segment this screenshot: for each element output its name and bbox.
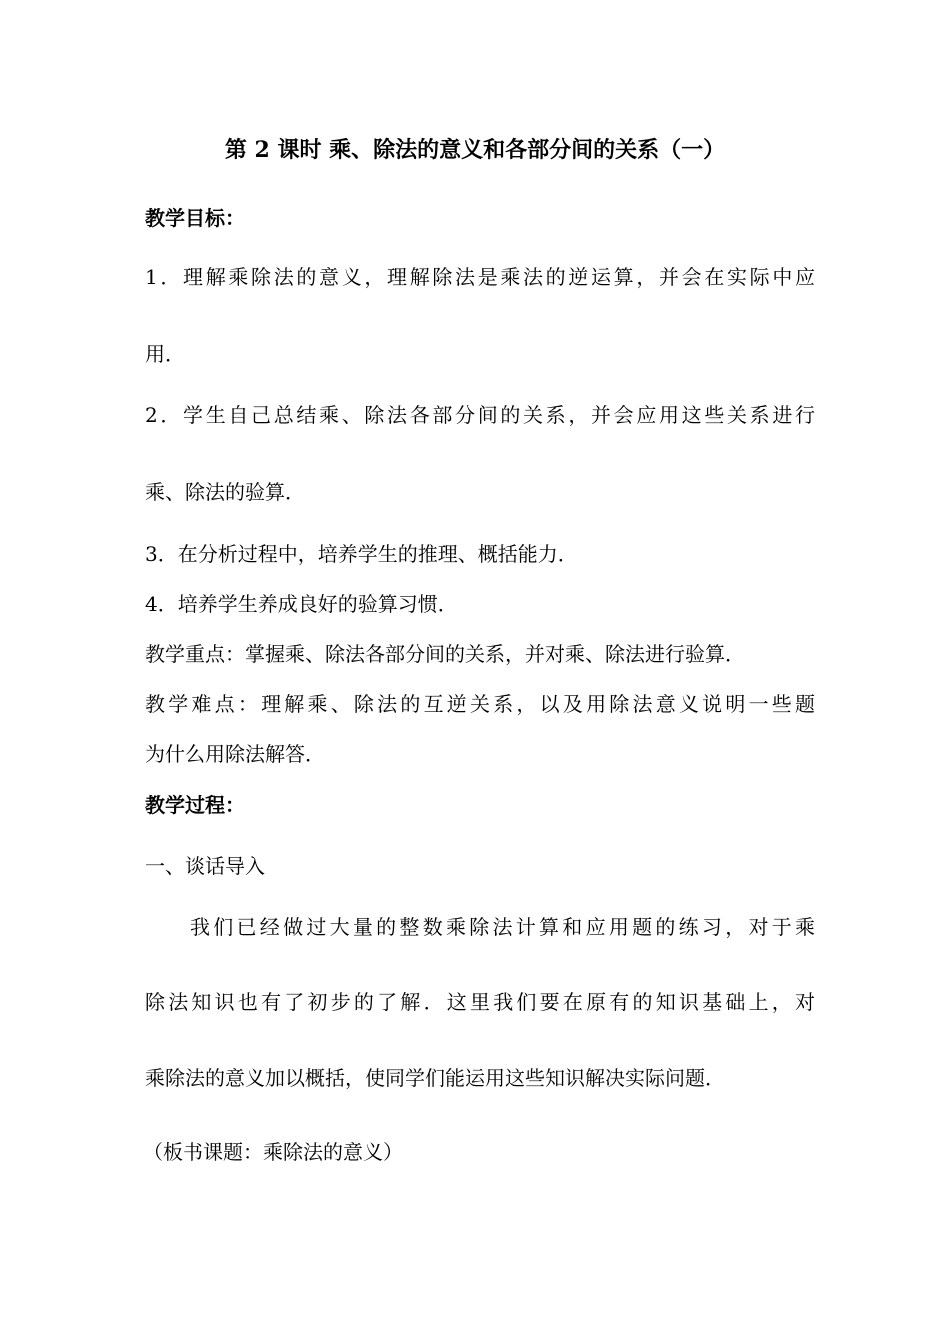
objective-1-line-1: 1．理解乘除法的意义，理解除法是乘法的逆运算，并会在实际中应 — [145, 265, 815, 289]
difficulty-line-2: 为什么用除法解答． — [145, 742, 325, 766]
intro-line-2: 除法知识也有了初步的了解．这里我们要在原有的知识基础上，对 — [145, 990, 815, 1014]
page-title: 第 2 课时 乘、除法的意义和各部分间的关系（一） — [224, 137, 726, 163]
objective-3: 3．在分析过程中，培养学生的推理、概括能力． — [145, 542, 578, 566]
objectives-heading: 教学目标： — [145, 206, 245, 230]
intro-line-1: 我们已经做过大量的整数乘除法计算和应用题的练习，对于乘 — [190, 915, 815, 939]
objective-2-line-1: 2．学生自己总结乘、除法各部分间的关系，并会应用这些关系进行 — [145, 403, 815, 427]
process-heading: 教学过程： — [145, 793, 245, 817]
section-1-heading: 一、谈话导入 — [145, 854, 265, 878]
key-point: 教学重点：掌握乘、除法各部分间的关系，并对乘、除法进行验算． — [145, 642, 745, 666]
objective-2-line-2: 乘、除法的验算． — [145, 480, 305, 504]
intro-line-3: 乘除法的意义加以概括，使同学们能运用这些知识解决实际问题． — [145, 1066, 725, 1090]
objective-1-line-2: 用． — [145, 342, 185, 366]
difficulty-line-1: 教学难点：理解乘、除法的互逆关系，以及用除法意义说明一些题 — [145, 692, 815, 716]
board-note: （板书课题：乘除法的意义） — [143, 1140, 403, 1164]
objective-4: 4．培养学生养成良好的验算习惯． — [145, 592, 458, 616]
